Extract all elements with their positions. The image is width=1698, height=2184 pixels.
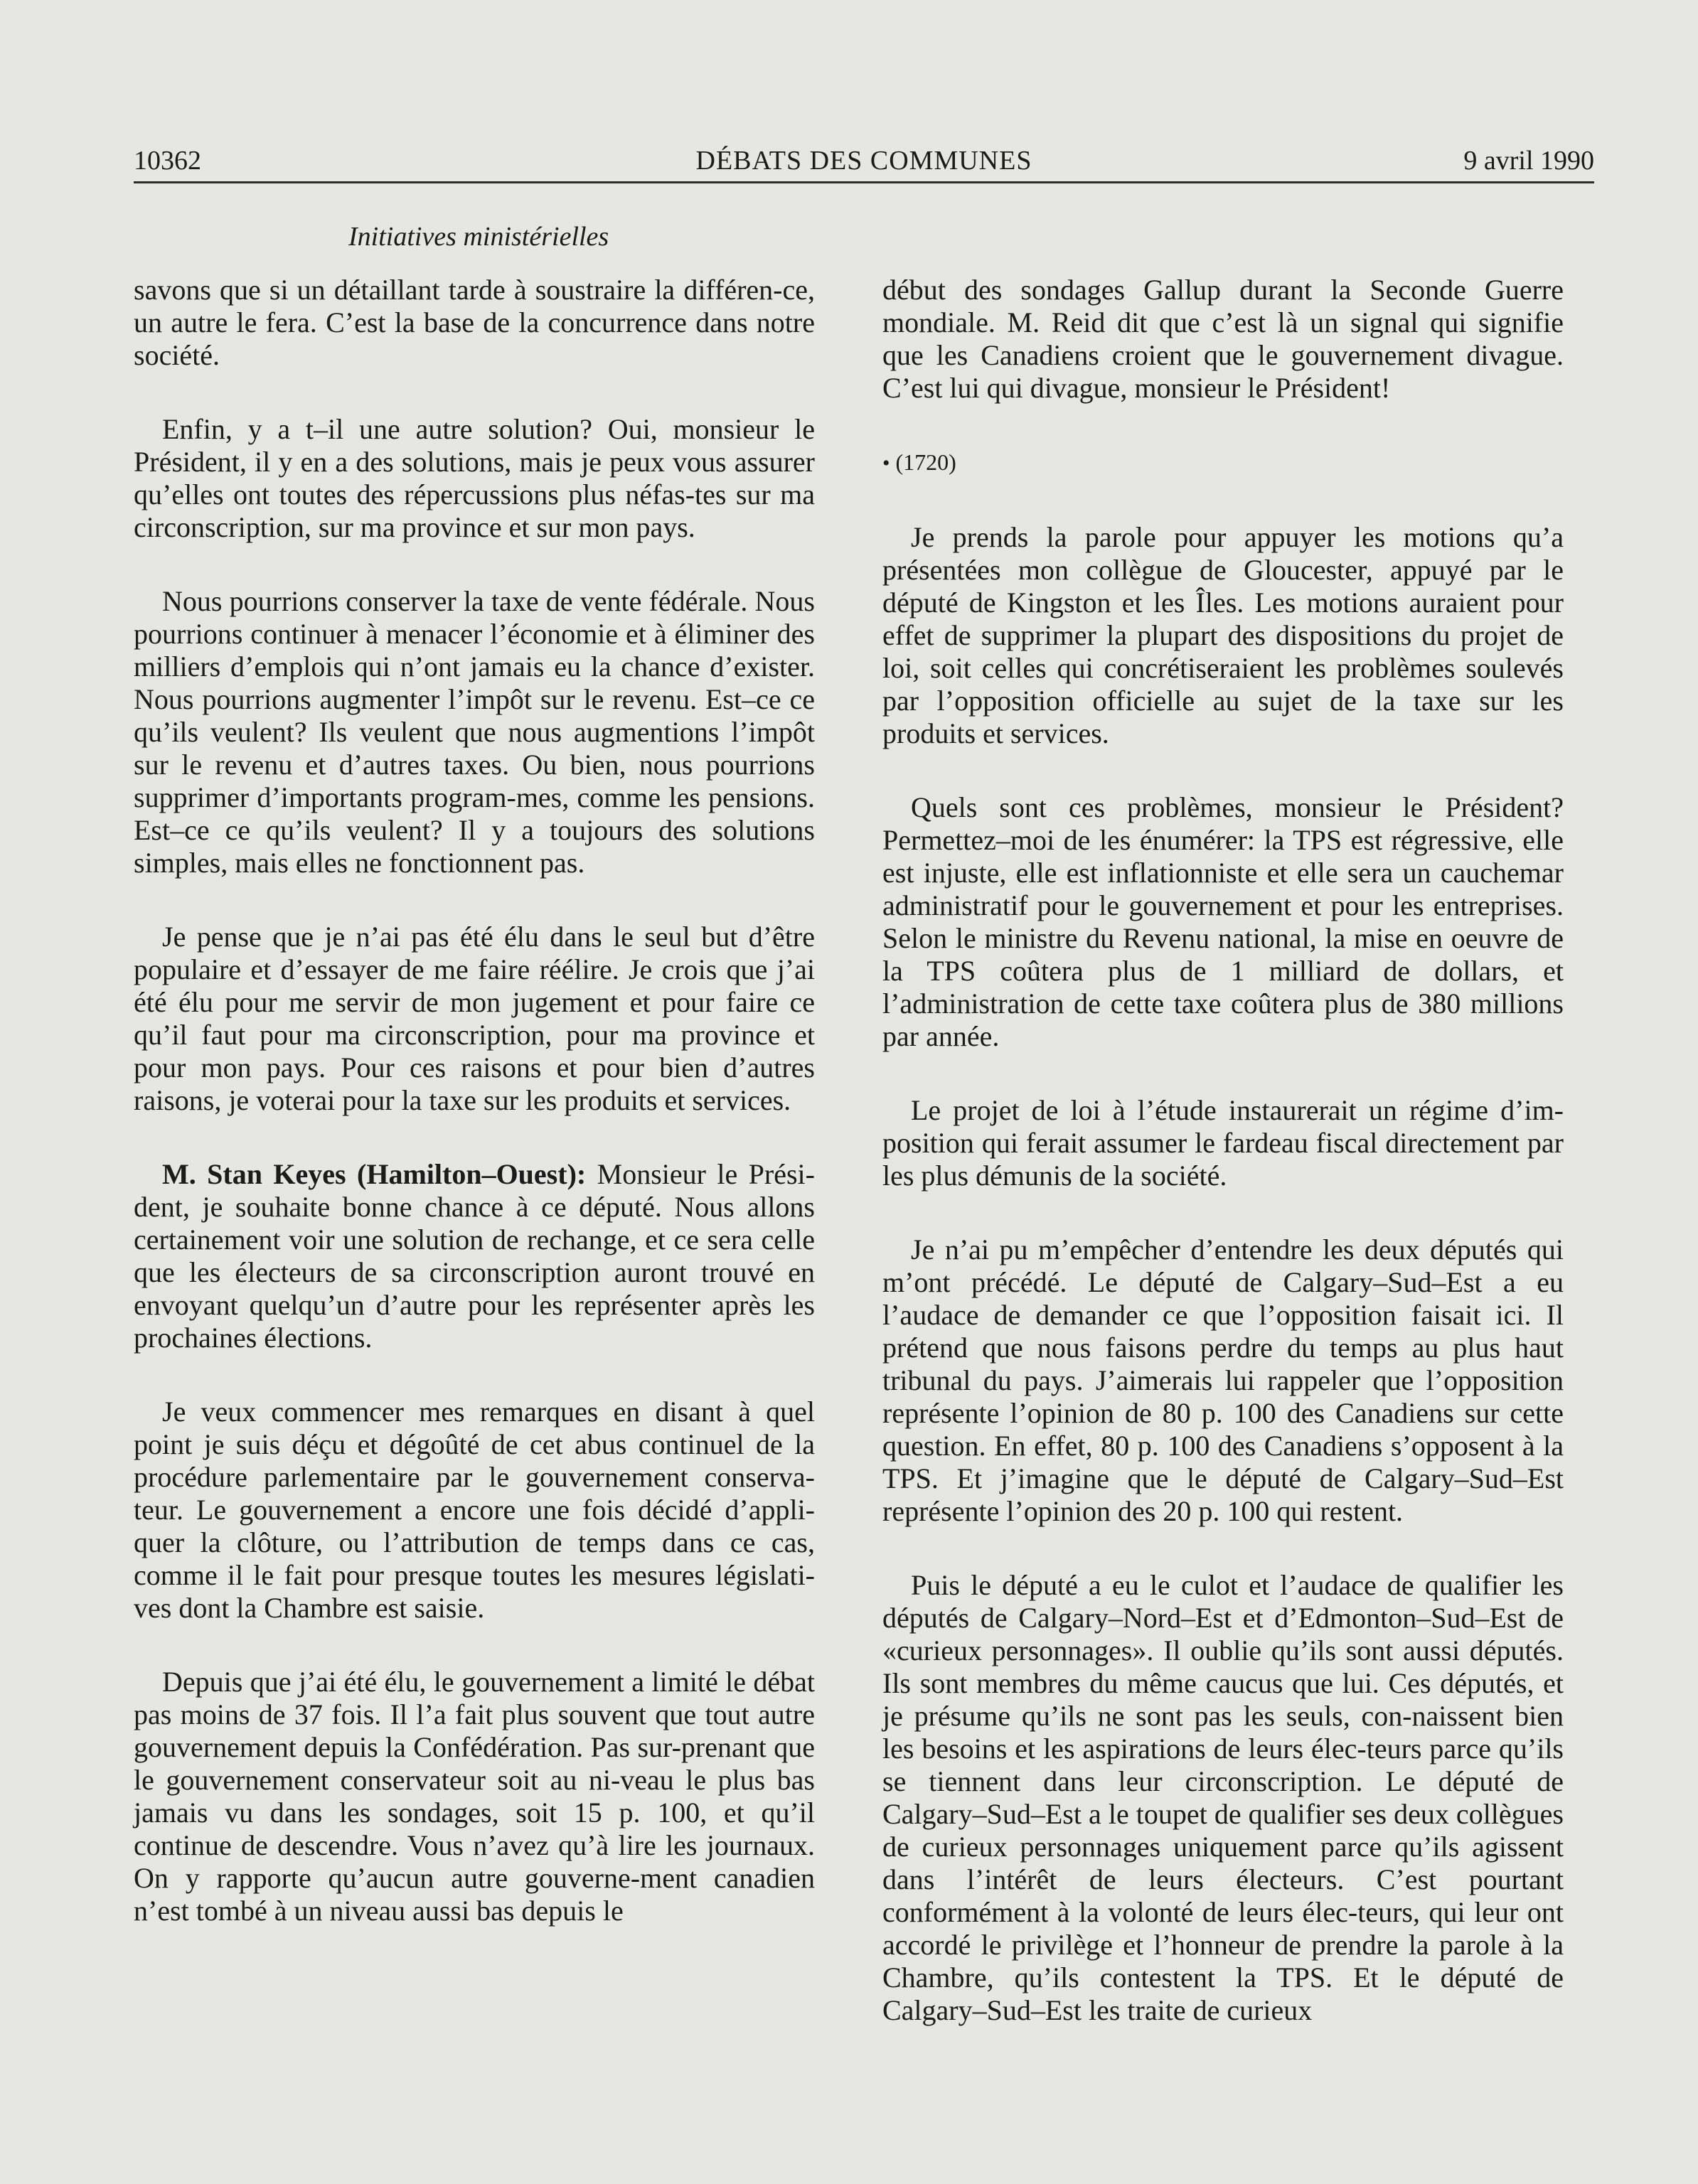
publication-date: 9 avril 1990 — [1463, 146, 1594, 176]
paragraph: Quels sont ces problèmes, monsieur le Président? Permettez–moi de les énumérer: la TPS est régressive, elle est injuste, elle est inflationniste et elle sera un cauchemar administratif pour le gouvernement et pour les entreprises. Selon le ministre du Revenu national, la mise en oeuvre de la TPS coûtera plus de 1 milliard de dollars, et l’administration de cette taxe coûtera plus de 380 millions par année. — [882, 791, 1564, 1052]
paragraph: Depuis que j’ai été élu, le gouvernement a limité le débat pas moins de 37 fois. Il l’a fait plus souvent que tout autre gouvernement depuis la Confédération. Pas sur-prenant que le gouvernement conservateur soit au ni-veau le plus bas jamais vu dans les sondages, soit 15 p. 100, et qu’il continue de descendre. Vous n’avez qu’à lire les journaux. On y rapporte qu’aucun autre gouverne-ment canadien n’est tombé à un niveau aussi bas depuis le — [134, 1666, 815, 1927]
paragraph: Je pense que je n’ai pas été élu dans le seul but d’être populaire et d’essayer de me faire réélire. Je crois que j’ai été élu pour me servir de mon jugement et pour faire ce qu’il faut pour ma circonscription, pour ma province et pour mon pays. Pour ces raisons et pour bien d’autres raisons, je voterai pour la taxe sur les produits et services. — [134, 921, 815, 1116]
speaker-name: M. Stan Keyes (Hamilton–Ouest): — [162, 1158, 587, 1190]
speaker-paragraph — [134, 1158, 815, 1354]
paragraph: savons que si un détaillant tarde à soustraire la différen-ce, un autre le fera. C’est la base de la concurrence dans notre société. — [134, 274, 815, 371]
paragraph: Puis le député a eu le culot et l’audace de qualifier les députés de Calgary–Nord–Est et d’Edmonton–Sud–Est de «curieux personnages». Il oublie qu’ils sont aussi députés. Ils sont membres du même caucus que lui. Ces députés, et je présume qu’ils ne sont pas les seuls, con-naissent bien les besoins et les aspirations de leurs élec-teurs parce qu’ils se tiennent dans leur circonscription. Le député de Calgary–Sud–Est a le toupet de qualifier ses deux collègues de curieux personnages uniquement parce qu’ils agissent dans l’intérêt de leurs électeurs. C’est pourtant conformément à la volonté de leurs élec-teurs, qui leur ont accordé le privilège et l’honneur de prendre la parole à la Chambre, qu’ils contestent la TPS. Et le député de Calgary–Sud–Est les traite de curieux — [882, 1569, 1564, 2026]
paragraph: Je prends la parole pour appuyer les motions qu’a présentées mon collègue de Gloucester, appuyé par le député de Kingston et les Îles. Les motions auraient pour effet de supprimer la plupart des dispositions du projet de loi, soit celles qui concrétiseraient les problèmes soulevés par l’opposition officielle au sujet de la taxe sur les produits et services. — [882, 521, 1564, 749]
paragraph: Je n’ai pu m’empêcher d’entendre les deux députés qui m’ont précédé. Le député de Calgary–Sud–Est a eu l’audace de demander ce que l’opposition faisait ici. Il prétend que nous faisons perdre du temps au plus haut tribunal du pays. J’aimerais lui rappeler que l’opposition représente l’opinion de 80 p. 100 des Canadiens sur cette question. En effet, 80 p. 100 des Canadiens s’opposent à la TPS. Et j’imagine que le député de Calgary–Sud–Est représente l’opinion des 20 p. 100 qui restent. — [882, 1233, 1564, 1527]
section-label: Initiatives ministérielles — [348, 222, 609, 252]
time-marker-text: (1720) — [895, 449, 956, 475]
paragraph: début des sondages Gallup durant la Seconde Guerre mondiale. M. Reid dit que c’est là un signal qui signifie que les Canadiens croient que le gouvernement divague. C’est lui qui divague, monsieur le Président! — [882, 274, 1564, 404]
publication-title: DÉBATS DES COMMUNES — [695, 146, 1032, 176]
speaker-text: Monsieur le Prési-dent, je souhaite bonne chance à ce député. Nous allons certainement voir une solution de rechange, et ce sera celle que les électeurs de sa circonscription auront trouvé en envoyant quelqu’un d’autre pour les représenter après les prochaines élections. — [134, 1158, 815, 1354]
time-marker — [882, 446, 1564, 480]
right-column — [882, 274, 1564, 2068]
bullet-icon: • — [882, 451, 890, 475]
left-column — [134, 274, 815, 1969]
paragraph: Le projet de loi à l’étude instaurerait un régime d’im-position qui ferait assumer le fardeau fiscal directement par les plus démunis de la société. — [882, 1094, 1564, 1192]
page-header — [134, 141, 1594, 181]
page-number: 10362 — [134, 146, 201, 176]
paragraph: Nous pourrions conserver la taxe de vente fédérale. Nous pourrions continuer à menacer l’économie et à éliminer des milliers d’emplois qui n’ont jamais eu la chance d’exister. Nous pourrions augmenter l’impôt sur le revenu. Est–ce ce qu’ils veulent? Ils veulent que nous augmentions l’impôt sur le revenu et d’autres taxes. Ou bien, nous pourrions supprimer d’importants program-mes, comme les pensions. Est–ce ce qu’ils veulent? Il y a toujours des solutions simples, mais elles ne fonctionnent pas. — [134, 585, 815, 879]
paragraph: Enfin, y a t–il une autre solution? Oui, monsieur le Président, il y en a des solutions, mais je peux vous assurer qu’elles ont toutes des répercussions plus néfas-tes sur ma circonscription, sur ma province et sur mon pays. — [134, 413, 815, 543]
header-rule — [134, 181, 1594, 183]
paragraph: Je veux commencer mes remarques en disant à quel point je suis déçu et dégoûté de cet abus continuel de la procédure parlementaire par le gouvernement conserva-teur. Le gouvernement a encore une fois décidé d’appli-quer la clôture, ou l’attribution de temps dans ce cas, comme il le fait pour presque toutes les mesures législati-ves dont la Chambre est saisie. — [134, 1396, 815, 1624]
